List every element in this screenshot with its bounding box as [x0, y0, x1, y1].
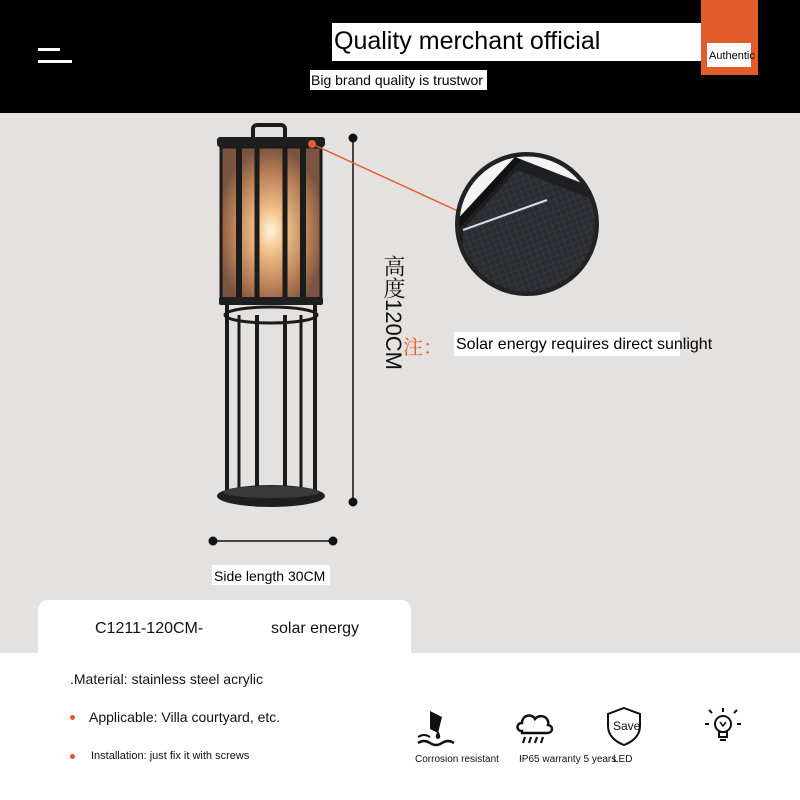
rain-cloud-icon: [514, 707, 554, 747]
feature-label-led: LED: [613, 754, 633, 765]
spec-applicable: Applicable: Villa courtyard, etc.: [89, 709, 281, 725]
bullet-dot: [70, 754, 75, 759]
power-type: solar energy: [271, 620, 360, 637]
bullet-dot: [70, 715, 75, 720]
width-label: Side length 30CM: [214, 568, 326, 584]
note-mark: 注：: [403, 337, 443, 359]
solar-panel-closeup-icon: [455, 152, 599, 296]
spec-installation: Installation: just fix it with screws: [91, 750, 250, 762]
page-title: Quality merchant official: [334, 27, 601, 55]
feature-label-ip65: IP65 warranty 5 years: [519, 754, 617, 765]
shield-icon-label: Save: [613, 719, 641, 733]
sunlight-note: Solar energy requires direct sunlight: [456, 336, 713, 353]
feature-label-corrosion: Corrosion resistant: [415, 754, 499, 765]
corrosion-icon: [416, 707, 456, 747]
spec-material: .Material: stainless steel acrylic: [70, 671, 263, 687]
badge-label: Authentic: [709, 50, 755, 62]
menu-icon[interactable]: [38, 48, 72, 64]
width-dimension-line: [205, 532, 345, 552]
callout-leader-line: [300, 140, 470, 220]
light-bulb-icon: [703, 706, 743, 746]
page-subtitle: Big brand quality is trustwor: [311, 72, 483, 88]
height-label: 高度120CM: [381, 255, 406, 370]
model-number: C1211-120CM-: [95, 620, 204, 637]
